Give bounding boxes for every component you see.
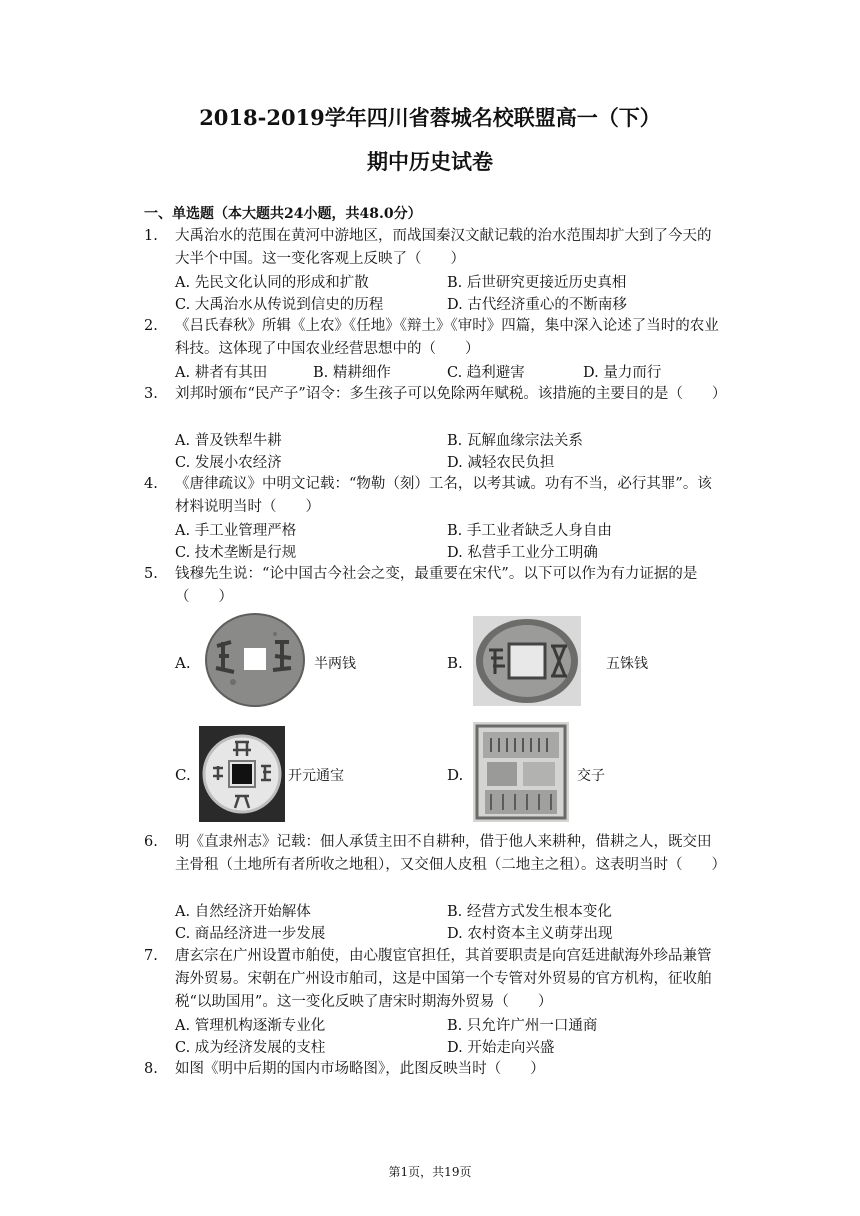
question-stem: 刘邦时颁布“民产子”诏令：多生孩子可以免除两年赋税。该措施的主要目的是（ ）: [175, 386, 727, 402]
option-c[interactable]: C. 发展小农经济: [175, 455, 282, 471]
option-b[interactable]: B.: [447, 654, 463, 672]
option-a[interactable]: A. 普及铁犁牛耕: [175, 433, 282, 449]
option-c-caption: 开元通宝: [288, 768, 344, 784]
option-b[interactable]: B. 精耕细作: [313, 365, 391, 381]
question-number: 6.: [144, 834, 158, 850]
question-2: [144, 315, 724, 361]
option-b[interactable]: B. 经营方式发生根本变化: [447, 904, 612, 920]
option-d[interactable]: D. 减轻农民负担: [447, 455, 555, 471]
question-number: 3.: [144, 386, 158, 402]
wuzhu-coin-image: [473, 616, 581, 706]
question-number: 8.: [144, 1061, 158, 1077]
option-d[interactable]: D.: [447, 766, 464, 784]
section-heading: 一、单选题（本大题共24小题，共48.0分）: [144, 206, 422, 222]
option-d[interactable]: D. 私营手工业分工明确: [447, 545, 598, 561]
option-c[interactable]: C.: [175, 766, 191, 784]
option-d[interactable]: D. 量力而行: [583, 365, 662, 381]
exam-title-line1: 2018-2019学年四川省蓉城名校联盟高一（下）: [199, 105, 661, 130]
option-c[interactable]: C. 技术垄断是行规: [175, 545, 297, 561]
question-8: [144, 1058, 724, 1081]
question-stem: 明《直隶州志》记载：佃人承赁主田不自耕种，借于他人来耕种，借耕之人，既交田 主骨租（土地所有者所收之地租），又交佃人皮租（二地主之租）。这表明当时（ ）: [175, 834, 726, 873]
option-a[interactable]: A. 先民文化认同的形成和扩散: [175, 275, 369, 291]
question-number: 1.: [144, 228, 158, 244]
option-d[interactable]: D. 开始走向兴盛: [447, 1040, 555, 1056]
question-stem: 如图《明中后期的国内市场略图》，此图反映当时（ ）: [175, 1061, 545, 1077]
page-footer: 第1页，共19页: [388, 1165, 472, 1179]
banliang-coin-image: [203, 612, 307, 708]
question-stem: 《吕氏春秋》所辑《上农》《任地》《辩土》《审时》四篇，集中深入论述了当时的农业科技。这体现了中国农业经营思想中的（ ）: [175, 318, 719, 357]
question-stem: 钱穆先生说：“论中国古今社会之变，最重要在宋代”。以下可以作为有力证据的是（ ）: [175, 566, 698, 605]
question-4: [144, 473, 724, 519]
question-3: [144, 383, 727, 406]
question-1: [144, 225, 724, 271]
question-stem: 大禹治水的范围在黄河中游地区，而战国秦汉文献记载的治水范围却扩大到了今天的大半个中国。这一变化客观上反映了（ ）: [175, 228, 712, 267]
option-c[interactable]: C. 成为经济发展的支柱: [175, 1040, 326, 1056]
option-a[interactable]: A. 耕者有其田: [175, 365, 268, 381]
option-b[interactable]: B. 后世研究更接近历史真相: [447, 275, 627, 291]
question-5-options-row2: [175, 722, 735, 822]
option-d-caption: 交子: [577, 768, 605, 784]
question-6: [144, 831, 724, 877]
exam-title-line2: 期中历史试卷: [367, 149, 493, 174]
question-stem: 《唐律疏议》中明文记载：“物勒（刻）工名，以考其诚。功有不当，必行其罪”。该 材料说明当时（ ）: [175, 476, 712, 515]
question-7: [144, 945, 724, 1014]
question-number: 5.: [144, 566, 158, 582]
option-c[interactable]: C. 趋利避害: [447, 365, 525, 381]
option-b[interactable]: B. 瓦解血缘宗法关系: [447, 433, 583, 449]
option-d[interactable]: D. 古代经济重心的不断南移: [447, 297, 627, 313]
question-5: [144, 563, 724, 609]
question-stem: 唐玄宗在广州设置市舶使，由心腹宦官担任，其首要职责是向宫廷进献海外珍品兼管 海外贸易。宋朝在广州设市舶司，这是中国第一个专管对外贸易的官方机构，征收舶 税“以助国用”。这一变化反映了唐宋时期海外贸易（ ）: [175, 948, 712, 1010]
option-a[interactable]: A. 手工业管理严格: [175, 523, 297, 539]
question-number: 4.: [144, 476, 158, 492]
option-d[interactable]: D. 农村资本主义萌芽出现: [447, 926, 613, 942]
option-c[interactable]: C. 商品经济进一步发展: [175, 926, 326, 942]
option-a[interactable]: A. 自然经济开始解体: [175, 904, 311, 920]
question-number: 7.: [144, 948, 158, 964]
kaiyuan-coin-image: [199, 726, 285, 822]
question-5-options-row1: [175, 612, 735, 712]
jiaozi-note-image: [473, 722, 569, 822]
option-a-caption: 半两钱: [314, 656, 356, 672]
option-a[interactable]: A. 管理机构逐渐专业化: [175, 1018, 326, 1034]
option-b-caption: 五铢钱: [606, 656, 648, 672]
option-b[interactable]: B. 手工业者缺乏人身自由: [447, 523, 612, 539]
option-c[interactable]: C. 大禹治水从传说到信史的历程: [175, 297, 384, 313]
option-a[interactable]: A.: [175, 654, 191, 672]
option-b[interactable]: B. 只允许广州一口通商: [447, 1018, 598, 1034]
question-number: 2.: [144, 318, 158, 334]
